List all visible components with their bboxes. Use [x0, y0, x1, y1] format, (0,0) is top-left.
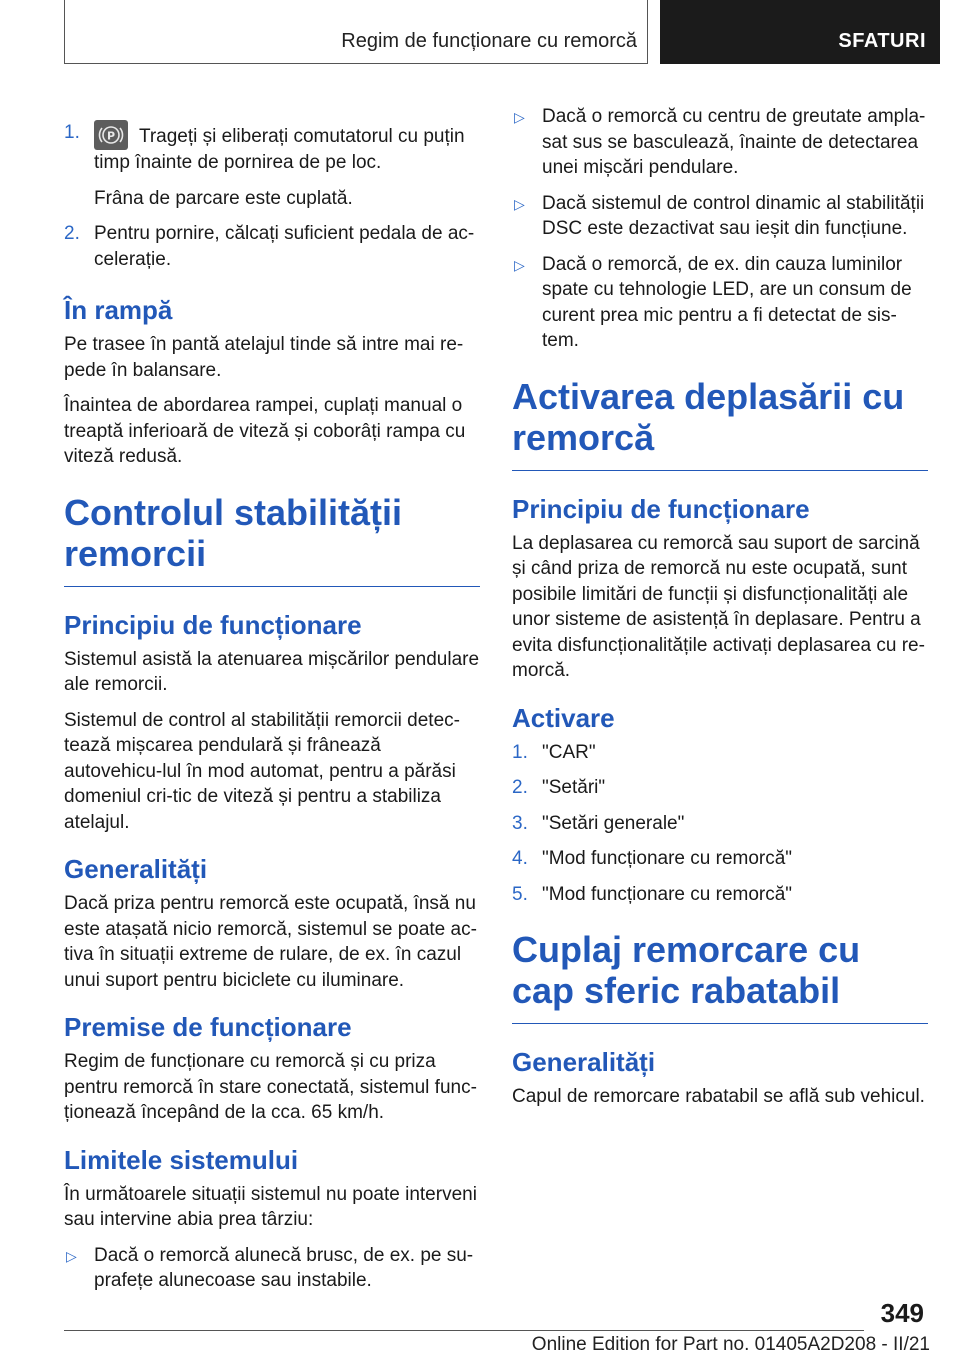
- step-note: Frâna de parcare este cuplată.: [94, 187, 353, 209]
- general-heading: Generalități: [64, 854, 208, 884]
- limits-bullet: [512, 191, 928, 242]
- activate-step: [512, 740, 928, 766]
- bullet-triangle-icon: ▷: [514, 256, 525, 273]
- prerequisites-paragraph: Regim de funcționare cu remorcă și cu priza pentru remorcă în stare conectată, sistemul func-ționează începând de la cca. 65 km/h.: [64, 1051, 477, 1123]
- page-number: 349: [880, 1298, 924, 1328]
- step-2: [64, 221, 480, 272]
- step-number: 1.: [64, 122, 80, 143]
- footer-edition: Online Edition for Part no. 01405A2D208 - II/21: [531, 1334, 930, 1355]
- activate-step: [512, 811, 928, 837]
- activate-step: [512, 882, 928, 908]
- bullet-text: Dacă sistemul de control dinamic al stabilității DSC este dezactivat sau ieșit din funcțiune.: [542, 192, 925, 239]
- limits-heading: Limitele sistemului: [64, 1144, 299, 1175]
- step-number: 2.: [64, 223, 80, 244]
- step-number: 3.: [512, 812, 528, 834]
- bullet-text: Dacă o remorcă cu centru de greutate ampla-sat sus se basculează, înainte de detectarea unei mișcări pendulare.: [542, 106, 926, 178]
- activate-step: [512, 846, 928, 872]
- step-text: "Setări generale": [542, 812, 685, 834]
- general-paragraph: Dacă priza pentru remorcă este ocupată, însă nu este atașată nicio remorcă, sistemul se poate ac-tiva în situații extreme de rulare, de ex. în cazul unui suport pentru biciclete cu iluminare.: [64, 893, 477, 991]
- step-text: "Setări": [542, 777, 606, 798]
- step-number: 1.: [512, 741, 528, 763]
- principle-paragraph-1: Sistemul asistă la atenuarea mișcărilor pendulare ale remorcii.: [64, 648, 480, 695]
- bullet-triangle-icon: ▷: [514, 109, 525, 125]
- principle-heading: Principiu de funcționare: [512, 493, 810, 524]
- step-1: [64, 120, 480, 176]
- principle-paragraph-2: Sistemul de control al stabilității remorcii detec-tează mișcarea pendulară și frânează autovehicu-lul în mod automat, pentru a părăsi domeniul cri-tic de viteză și pentru a stabiliza atelajul.: [64, 709, 460, 833]
- header-section-label: SFATURI: [838, 30, 926, 52]
- general-heading: Generalități: [512, 1047, 656, 1077]
- activate-heading: Activare: [512, 702, 615, 733]
- right-column: [512, 104, 928, 1120]
- step-number: 5.: [512, 883, 528, 905]
- bullet-triangle-icon: ▷: [66, 1247, 77, 1264]
- header-title-box: [64, 0, 648, 64]
- step-number: 2.: [512, 777, 528, 798]
- principle-paragraph: La deplasarea cu remorcă sau suport de sarcină și când priza de remorcă nu este ocupată, sunt posibile limitări de funcții și disfuncționalități ale unor sisteme de asistență în deplasare. Pentru a evita disfuncționalitățile activați deplasarea cu re-morcă.: [512, 532, 925, 681]
- tow-hitch-heading: Cuplaj remorcare cu cap sferic rabatabil: [512, 929, 928, 1024]
- step-number: 4.: [512, 848, 528, 869]
- step-text: Pentru pornire, călcați suficient pedala de ac-celerație.: [94, 223, 475, 270]
- step-text: Trageți și eliberați comutatorul cu puțin timp înainte de pornirea de pe loc.: [94, 126, 465, 173]
- ramp-heading: În rampă: [64, 295, 173, 325]
- stability-heading: Controlul stabilității remorcii: [64, 492, 480, 587]
- step-text: "CAR": [542, 741, 596, 763]
- limits-paragraph: În următoarele situații sistemul nu poate interveni sau intervine abia prea târziu:: [64, 1183, 477, 1230]
- footer-divider: [64, 1330, 864, 1331]
- parking-brake-icon: [94, 120, 128, 150]
- limits-bullet: [512, 252, 928, 354]
- step-text: "Mod funcționare cu remorcă": [542, 848, 793, 869]
- header-section-tab: [660, 0, 940, 64]
- left-column: [64, 120, 480, 1304]
- bullet-triangle-icon: ▷: [514, 195, 525, 212]
- activate-step: [512, 775, 928, 801]
- limits-bullet: [64, 1243, 480, 1294]
- bullet-text: Dacă o remorcă, de ex. din cauza luminilor spate cu tehnologie LED, are un consum de curent prea mic pentru a fi detectat de sis-tem.: [542, 253, 912, 351]
- limits-bullet: [512, 104, 928, 181]
- step-text: "Mod funcționare cu remorcă": [542, 883, 793, 905]
- ramp-paragraph-2: Înaintea de abordarea rampei, cuplați manual o treaptă inferioară de viteză și coborâți rampa cu viteză redusă.: [64, 395, 466, 467]
- ramp-paragraph-1: Pe trasee în pantă atelajul tinde să intre mai re-pede în balansare.: [64, 334, 464, 381]
- header-title: Regim de funcționare cu remorcă: [341, 30, 637, 52]
- svg-text:P: P: [106, 129, 116, 143]
- general-paragraph: Capul de remorcare rabatabil se află sub vehicul.: [512, 1086, 925, 1107]
- prerequisites-heading: Premise de funcționare: [64, 1012, 352, 1042]
- activation-heading: Activarea deplasării cu remorcă: [512, 376, 928, 471]
- principle-heading: Principiu de funcționare: [64, 609, 362, 640]
- bullet-text: Dacă o remorcă alunecă brusc, de ex. pe su-prafețe alunecoase sau instabile.: [94, 1244, 474, 1291]
